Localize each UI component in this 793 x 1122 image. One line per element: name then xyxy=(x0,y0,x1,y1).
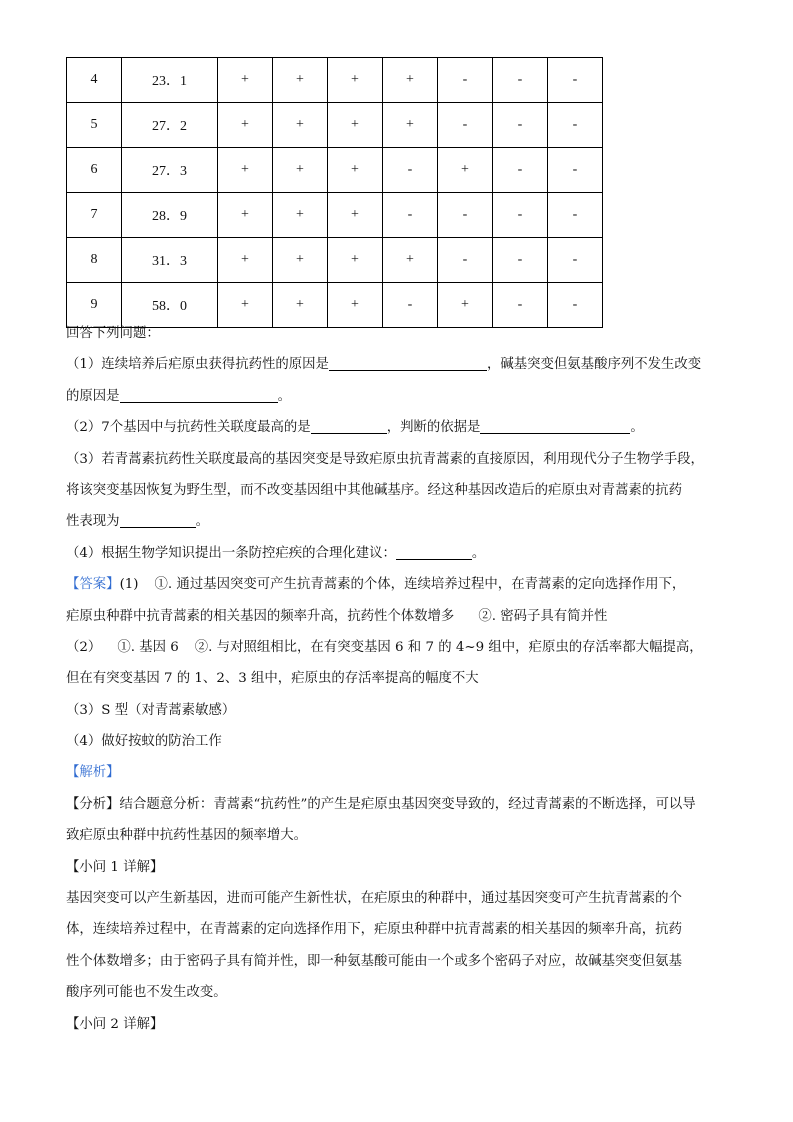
answer-tag: 【答案】 xyxy=(66,577,120,593)
question-3-text-2: 将该突变基因恢复为野生型，而不改变基因组中其他碱基序。经这种基因改造后的疟原虫对青蒿素的抗药 xyxy=(66,482,682,498)
answer-4-line xyxy=(66,726,736,757)
table-cell: - xyxy=(438,193,493,238)
table-cell: - xyxy=(548,103,603,148)
question-3-text-3: 性表现为 xyxy=(66,514,120,530)
sub-question-2-tag: 【小问 2 详解】 xyxy=(66,1016,164,1032)
table-row xyxy=(67,103,603,148)
table-cell: - xyxy=(438,103,493,148)
prompt-text: 回答下列问题： xyxy=(66,326,160,341)
table-cell: - xyxy=(548,193,603,238)
question-1-line-1 xyxy=(66,349,736,380)
table-cell: - xyxy=(548,58,603,103)
question-4-end: 。 xyxy=(471,545,486,561)
table-cell: 23．1 xyxy=(122,58,218,103)
table-cell: 4 xyxy=(67,58,122,103)
table-cell: + xyxy=(438,283,493,328)
answer-2-text-3: 但在有突变基因 7 的 1、2、3 组中，疟原虫的存活率提高的幅度不大 xyxy=(66,671,479,687)
table-cell: - xyxy=(383,193,438,238)
answer-blank-1b[interactable] xyxy=(120,384,278,403)
table-row xyxy=(67,193,603,238)
table-cell: + xyxy=(273,193,328,238)
analysis-tag-line xyxy=(66,757,736,788)
table-cell: + xyxy=(328,148,383,193)
answer-1-num: (1) xyxy=(119,577,139,593)
data-table xyxy=(66,57,603,328)
table-cell: - xyxy=(493,283,548,328)
question-1-text-2: ，碱基突变但氨基酸序列不发生改变 xyxy=(486,357,702,373)
answer-blank-2a[interactable] xyxy=(311,415,387,434)
question-3-text-1: （3）若青蒿素抗药性关联度最高的基因突变是导致疟原虫抗青蒿素的直接原因，利用现代分子生物学手段， xyxy=(66,451,704,467)
table-cell: + xyxy=(328,283,383,328)
sub-question-1-text-1: 基因突变可以产生新基因，进而可能产生新性状，在疟原虫的种群中，通过基因突变可产生抗青蒿素的个 xyxy=(66,891,682,907)
answer-2-line-1 xyxy=(66,632,736,663)
answer-blank-1a[interactable] xyxy=(329,352,487,371)
answer-4-text: （4）做好按蚊的防治工作 xyxy=(66,734,222,750)
question-2-text: （2）7个基因中与抗药性关联度最高的是 xyxy=(66,420,311,436)
table-cell: 27．2 xyxy=(122,103,218,148)
text-body xyxy=(66,318,736,1040)
table-cell: - xyxy=(493,238,548,283)
table-cell: 6 xyxy=(67,148,122,193)
question-3-line-1 xyxy=(66,444,736,475)
question-1-text: （1）连续培养后疟原虫获得抗药性的原因是 xyxy=(66,357,329,373)
table-cell: + xyxy=(218,283,273,328)
table-cell: + xyxy=(383,103,438,148)
table-cell: + xyxy=(218,103,273,148)
table-cell: + xyxy=(218,58,273,103)
table-cell: 31．3 xyxy=(122,238,218,283)
table-row xyxy=(67,58,603,103)
sub-question-1-line-1 xyxy=(66,883,736,914)
table-cell: - xyxy=(493,193,548,238)
answer-blank-4[interactable] xyxy=(396,541,472,560)
table-cell: - xyxy=(383,283,438,328)
sub-question-1-tag-line xyxy=(66,852,736,883)
table-cell: + xyxy=(218,193,273,238)
table-cell: 7 xyxy=(67,193,122,238)
answer-3-line xyxy=(66,695,736,726)
question-3-line-2 xyxy=(66,475,736,506)
answer-1-line-2 xyxy=(66,601,736,632)
sub-question-2-tag-line xyxy=(66,1009,736,1040)
table-cell: + xyxy=(438,148,493,193)
question-3-end: 。 xyxy=(195,514,209,530)
question-2-line xyxy=(66,412,736,443)
sub-question-1-text-4: 酸序列可能也不发生改变。 xyxy=(66,985,227,1001)
analysis-text-1: 【分析】结合题意分析：青蒿素“抗药性”的产生是疟原虫基因突变导致的，经过青蒿素的不断选择，可以导 xyxy=(66,796,696,812)
table-cell: + xyxy=(218,238,273,283)
sub-question-1-text-2: 体，连续培养过程中，在青蒿素的定向选择作用下，疟原虫种群中抗青蒿素的相关基因的频率升高，抗药 xyxy=(66,922,682,938)
sub-question-1-line-4 xyxy=(66,977,736,1008)
table-cell: 28．9 xyxy=(122,193,218,238)
table-cell: + xyxy=(273,238,328,283)
table-cell: - xyxy=(548,283,603,328)
answer-2-text: ①. 基因 6 xyxy=(117,639,179,655)
table-cell: 8 xyxy=(67,238,122,283)
sub-question-1-line-3 xyxy=(66,946,736,977)
table-cell: + xyxy=(273,283,328,328)
answer-2-line-2 xyxy=(66,663,736,694)
answer-blank-3[interactable] xyxy=(120,509,196,528)
table-row xyxy=(67,148,603,193)
table-cell: + xyxy=(328,58,383,103)
table-cell: - xyxy=(438,238,493,283)
table-cell: + xyxy=(273,58,328,103)
answer-2-text-2: ②. 与对照组相比，在有突变基因 6 和 7 的 4~9 组中，疟原虫的存活率都大幅提高， xyxy=(194,639,703,655)
analysis-line-2 xyxy=(66,820,736,851)
answer-blank-2b[interactable] xyxy=(480,415,630,434)
table-cell: + xyxy=(383,238,438,283)
answer-1-text-3: ②. 密码子具有简并性 xyxy=(478,608,608,624)
table-cell: + xyxy=(218,148,273,193)
table-cell: - xyxy=(493,58,548,103)
question-2-end: 。 xyxy=(630,420,644,436)
question-4-text: （4）根据生物学知识提出一条防控疟疾的合理化建议： xyxy=(66,545,396,561)
table-cell: - xyxy=(438,58,493,103)
table-cell: + xyxy=(273,103,328,148)
prompt-line xyxy=(66,318,736,349)
table-cell: + xyxy=(328,193,383,238)
sub-question-1-line-2 xyxy=(66,914,736,945)
question-3-line-3 xyxy=(66,506,736,537)
table-cell: 5 xyxy=(67,103,122,148)
table-cell: - xyxy=(493,148,548,193)
table-cell: 27．3 xyxy=(122,148,218,193)
answer-1-text: ①. 通过基因突变可产生抗青蒿素的个体，连续培养过程中，在青蒿素的定向选择作用下， xyxy=(154,577,686,593)
question-1-end: 。 xyxy=(277,388,291,404)
analysis-line-1 xyxy=(66,789,736,820)
answer-1-line-1 xyxy=(66,569,736,600)
table-cell: - xyxy=(548,238,603,283)
table-cell: - xyxy=(548,148,603,193)
answer-2-num: （2） xyxy=(66,639,102,655)
analysis-tag: 【解析】 xyxy=(66,765,120,781)
table-cell: + xyxy=(383,58,438,103)
question-1-text-3: 的原因是 xyxy=(66,388,120,404)
question-4-line xyxy=(66,538,736,569)
question-2-text-2: ，判断的依据是 xyxy=(386,420,481,436)
table-body xyxy=(67,58,603,328)
question-1-line-2 xyxy=(66,381,736,412)
sub-question-1-text-3: 性个体数增多；由于密码子具有简并性，即一种氨基酸可能由一个或多个密码子对应，故碱基突变但氨基 xyxy=(66,953,682,969)
table-cell: 58．0 xyxy=(122,283,218,328)
analysis-text-2: 致疟原虫种群中抗药性基因的频率增大。 xyxy=(66,828,308,844)
table-cell: 9 xyxy=(67,283,122,328)
table-cell: - xyxy=(383,148,438,193)
sub-question-1-tag: 【小问 1 详解】 xyxy=(66,859,164,875)
table-cell: - xyxy=(493,103,548,148)
answer-3-text: （3）S 型（对青蒿素敏感） xyxy=(66,702,236,718)
table-row xyxy=(67,238,603,283)
table-cell: + xyxy=(328,238,383,283)
answer-1-text-2: 疟原虫种群中抗青蒿素的相关基因的频率升高，抗药性个体数增多 xyxy=(66,608,455,624)
table-cell: + xyxy=(273,148,328,193)
table-cell: + xyxy=(328,103,383,148)
